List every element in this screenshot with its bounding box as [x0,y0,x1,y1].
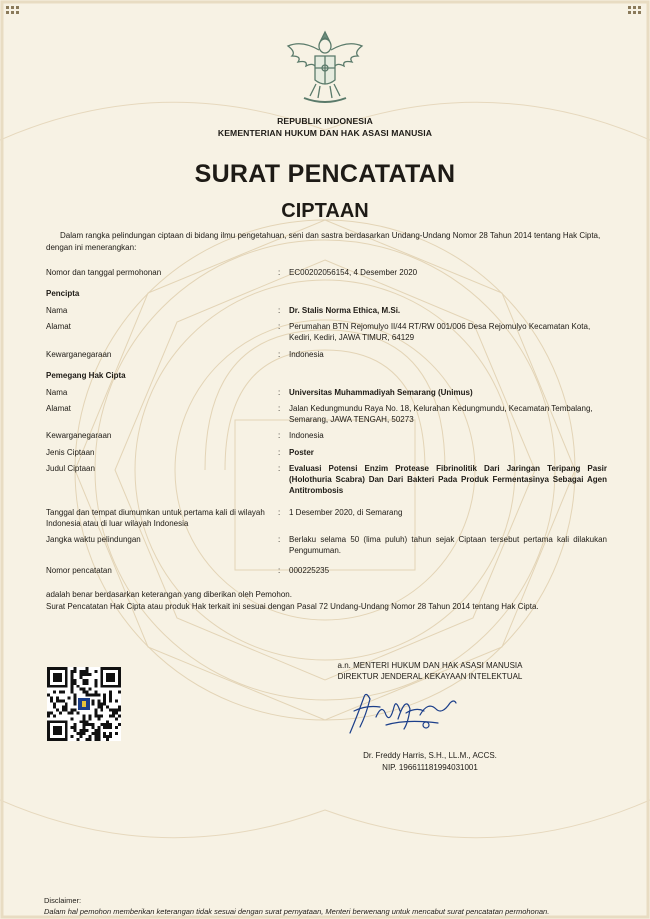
garuda-emblem-icon [282,26,368,112]
colon: : [278,464,281,473]
colon: : [278,404,281,413]
work-term: Berlaku selama 50 (lima puluh) tahun sejak Ciptaan tersebut pertama kali dilakukan Pengumuman. [289,535,607,555]
holder-address: Jalan Kedungmundu Raya No. 18, Kelurahan Kedungmundu, Kecamatan Tembalang, Semarang, JAWA TENGAH, 50273 [289,404,593,424]
holder-name: Universitas Muhammadiyah Semarang (Unimus) [289,388,473,397]
creator-heading: Pencipta [46,289,80,298]
creator-nationality-label: Kewarganegaraan [46,350,112,359]
application-value: EC00202056154, 4 Desember 2020 [289,268,418,277]
document-title: SURAT PENCATATAN [194,160,456,188]
work-type-label: Jenis Ciptaan [46,448,95,457]
colon: : [278,306,281,315]
creator-name-label: Nama [46,306,68,315]
disclaimer-text: Dalam hal pemohon memberikan keterangan tidak sesuai dengan surat pernyataan, Menteri berwenang untuk mencabut surat pencatatan permohonan. [44,907,550,916]
header-ministry: KEMENTERIAN HUKUM DAN HAK ASASI MANUSIA [217,128,433,138]
corner-grid-icon-right [628,6,644,18]
colon: : [278,566,281,575]
colon: : [278,535,281,544]
work-term-label: Jangka waktu pelindungan [46,535,141,544]
signatory-position: DIREKTUR JENDERAL KEKAYAAN INTELEKTUAL [337,672,523,681]
closing-line-2: Surat Pencatatan Hak Cipta atau produk Hak terkait ini sesuai dengan Pasal 72 Undang-Undang Nomor 28 Tahun 2014 tentang Hak Cipta. [46,602,539,611]
disclaimer-title: Disclaimer: [44,896,82,905]
holder-address-label: Alamat [46,404,71,413]
colon: : [278,388,281,397]
document-subtitle: CIPTAAN [281,200,369,222]
application-label: Nomor dan tanggal permohonan [46,268,162,277]
holder-nationality: Indonesia [289,431,324,440]
work-title: Evaluasi Potensi Enzim Protease Fibrinolitik Dari Jaringan Teripang Pasir (Holothuria Scabra) Dan Dari Bakteri Pada Produk Fermentasinya Sebagai Agen Antitrombosis [289,464,607,495]
work-announce: 1 Desember 2020, di Semarang [289,508,403,517]
work-type: Poster [289,448,314,457]
work-announce-label: Tanggal dan tempat diumumkan untuk pertama kali di wilayah Indonesia atau di luar wilayah Indonesia [46,508,265,528]
handwritten-signature [346,689,458,737]
work-record-label: Nomor pencatatan [46,566,112,575]
holder-heading: Pemegang Hak Cipta [46,371,126,380]
colon: : [278,322,281,331]
colon: : [278,431,281,440]
signatory-name: Dr. Freddy Harris, S.H., LL.M., ACCS. [363,751,497,760]
colon: : [278,448,281,457]
creator-address-label: Alamat [46,322,71,331]
colon: : [278,508,281,517]
work-title-label: Judul Ciptaan [46,464,95,473]
corner-grid-icon-left [6,6,22,18]
signatory-nip: NIP. 196611181994031001 [382,763,478,772]
signatory-on-behalf: a.n. MENTERI HUKUM DAN HAK ASASI MANUSIA [337,661,523,670]
work-record: 000225235 [289,566,330,575]
qr-code [47,667,121,741]
holder-nationality-label: Kewarganegaraan [46,431,112,440]
creator-name: Dr. Stalis Norma Ethica, M.Si. [289,306,401,315]
colon: : [278,350,281,359]
intro-paragraph: Dalam rangka pelindungan ciptaan di bidang ilmu pengetahuan, seni dan sastra berdasarkan Undang-Undang Nomor 28 Tahun 2014 tentang Hak Cipta, dengan ini menerangkan: [46,231,601,252]
creator-nationality: Indonesia [289,350,324,359]
header-country: REPUBLIK INDONESIA [277,116,373,126]
holder-name-label: Nama [46,388,68,397]
colon: : [278,268,281,277]
closing-line-1: adalah benar berdasarkan keterangan yang diberikan oleh Pemohon. [46,590,292,599]
creator-address: Perumahan BTN Rejomulyo II/44 RT/RW 001/006 Desa Rejomulyo Kecamatan Kota, Kediri, Kediri, JAWA TIMUR, 64129 [289,322,591,342]
